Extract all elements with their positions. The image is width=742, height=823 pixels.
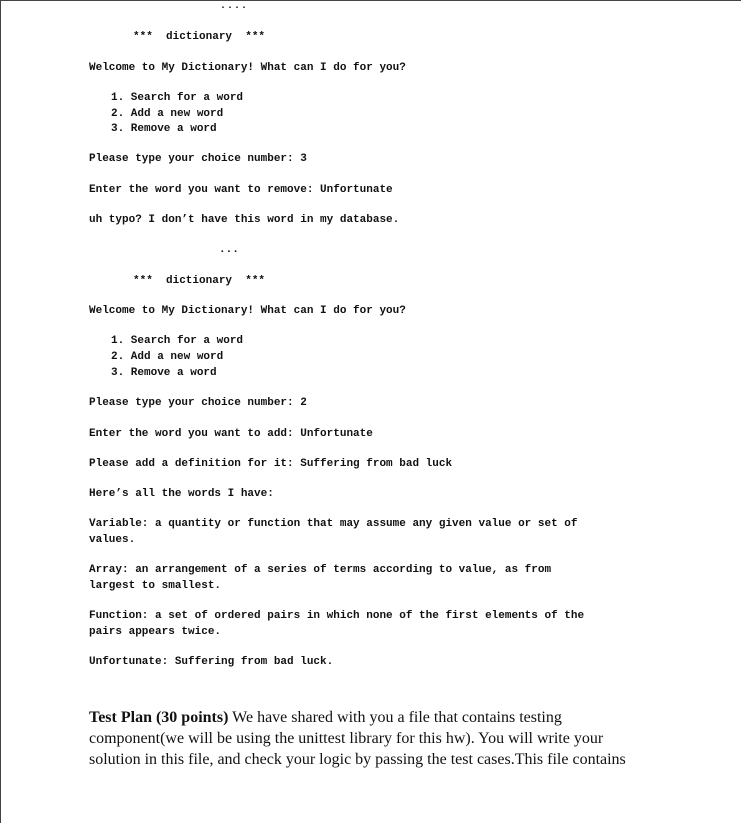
session2-menu-item-2: 2. Add a new word — [111, 351, 224, 363]
entry-function-line-2: pairs appears twice. — [89, 626, 222, 638]
entry-function-line-1: Function: a set of ordered pairs in which none of the first elements of the — [89, 610, 585, 622]
session2-header: *** dictionary *** — [133, 275, 266, 287]
session1-menu-item-2: 2. Add a new word — [111, 108, 224, 120]
session1-menu-item-3: 3. Remove a word — [111, 123, 217, 135]
session2-choice: Please type your choice number: 2 — [89, 397, 307, 409]
session1-header: *** dictionary *** — [133, 31, 266, 43]
entry-variable-line-1: Variable: a quantity or function that may assume any given value or set of — [89, 518, 578, 530]
session1-remove-prompt: Enter the word you want to remove: Unfortunate — [89, 184, 393, 196]
test-plan-title: Test Plan (30 points) — [89, 709, 229, 726]
entry-variable-line-2: values. — [89, 534, 136, 546]
session2-add-prompt: Enter the word you want to add: Unfortunate — [89, 428, 373, 440]
session1-menu-item-1: 1. Search for a word — [111, 92, 244, 104]
entry-unfortunate: Unfortunate: Suffering from bad luck. — [89, 656, 334, 668]
session2-definition-prompt: Please add a definition for it: Suffering from bad luck — [89, 458, 453, 470]
session-separator: ... — [219, 244, 239, 256]
test-plan-body: We have shared with you a file that contains testing component(we will be using the unittest library for this hw). You will write your solution in this file, and check your logic by passing the test cases.This file contains — [89, 709, 626, 768]
session2-welcome: Welcome to My Dictionary! What can I do for you? — [89, 305, 406, 317]
all-words-heading: Here’s all the words I have: — [89, 488, 274, 500]
session2-menu-item-3: 3. Remove a word — [111, 367, 217, 379]
test-plan-paragraph — [89, 707, 649, 770]
entry-array-line-1: Array: an arrangement of a series of terms according to value, as from — [89, 564, 552, 576]
top-ellipsis: .... — [220, 1, 249, 12]
session1-response: uh typo? I don’t have this word in my database. — [89, 214, 400, 226]
session1-welcome: Welcome to My Dictionary! What can I do for you? — [89, 62, 406, 74]
session2-menu-item-1: 1. Search for a word — [111, 335, 244, 347]
session1-choice: Please type your choice number: 3 — [89, 153, 307, 165]
entry-array-line-2: largest to smallest. — [89, 580, 222, 592]
